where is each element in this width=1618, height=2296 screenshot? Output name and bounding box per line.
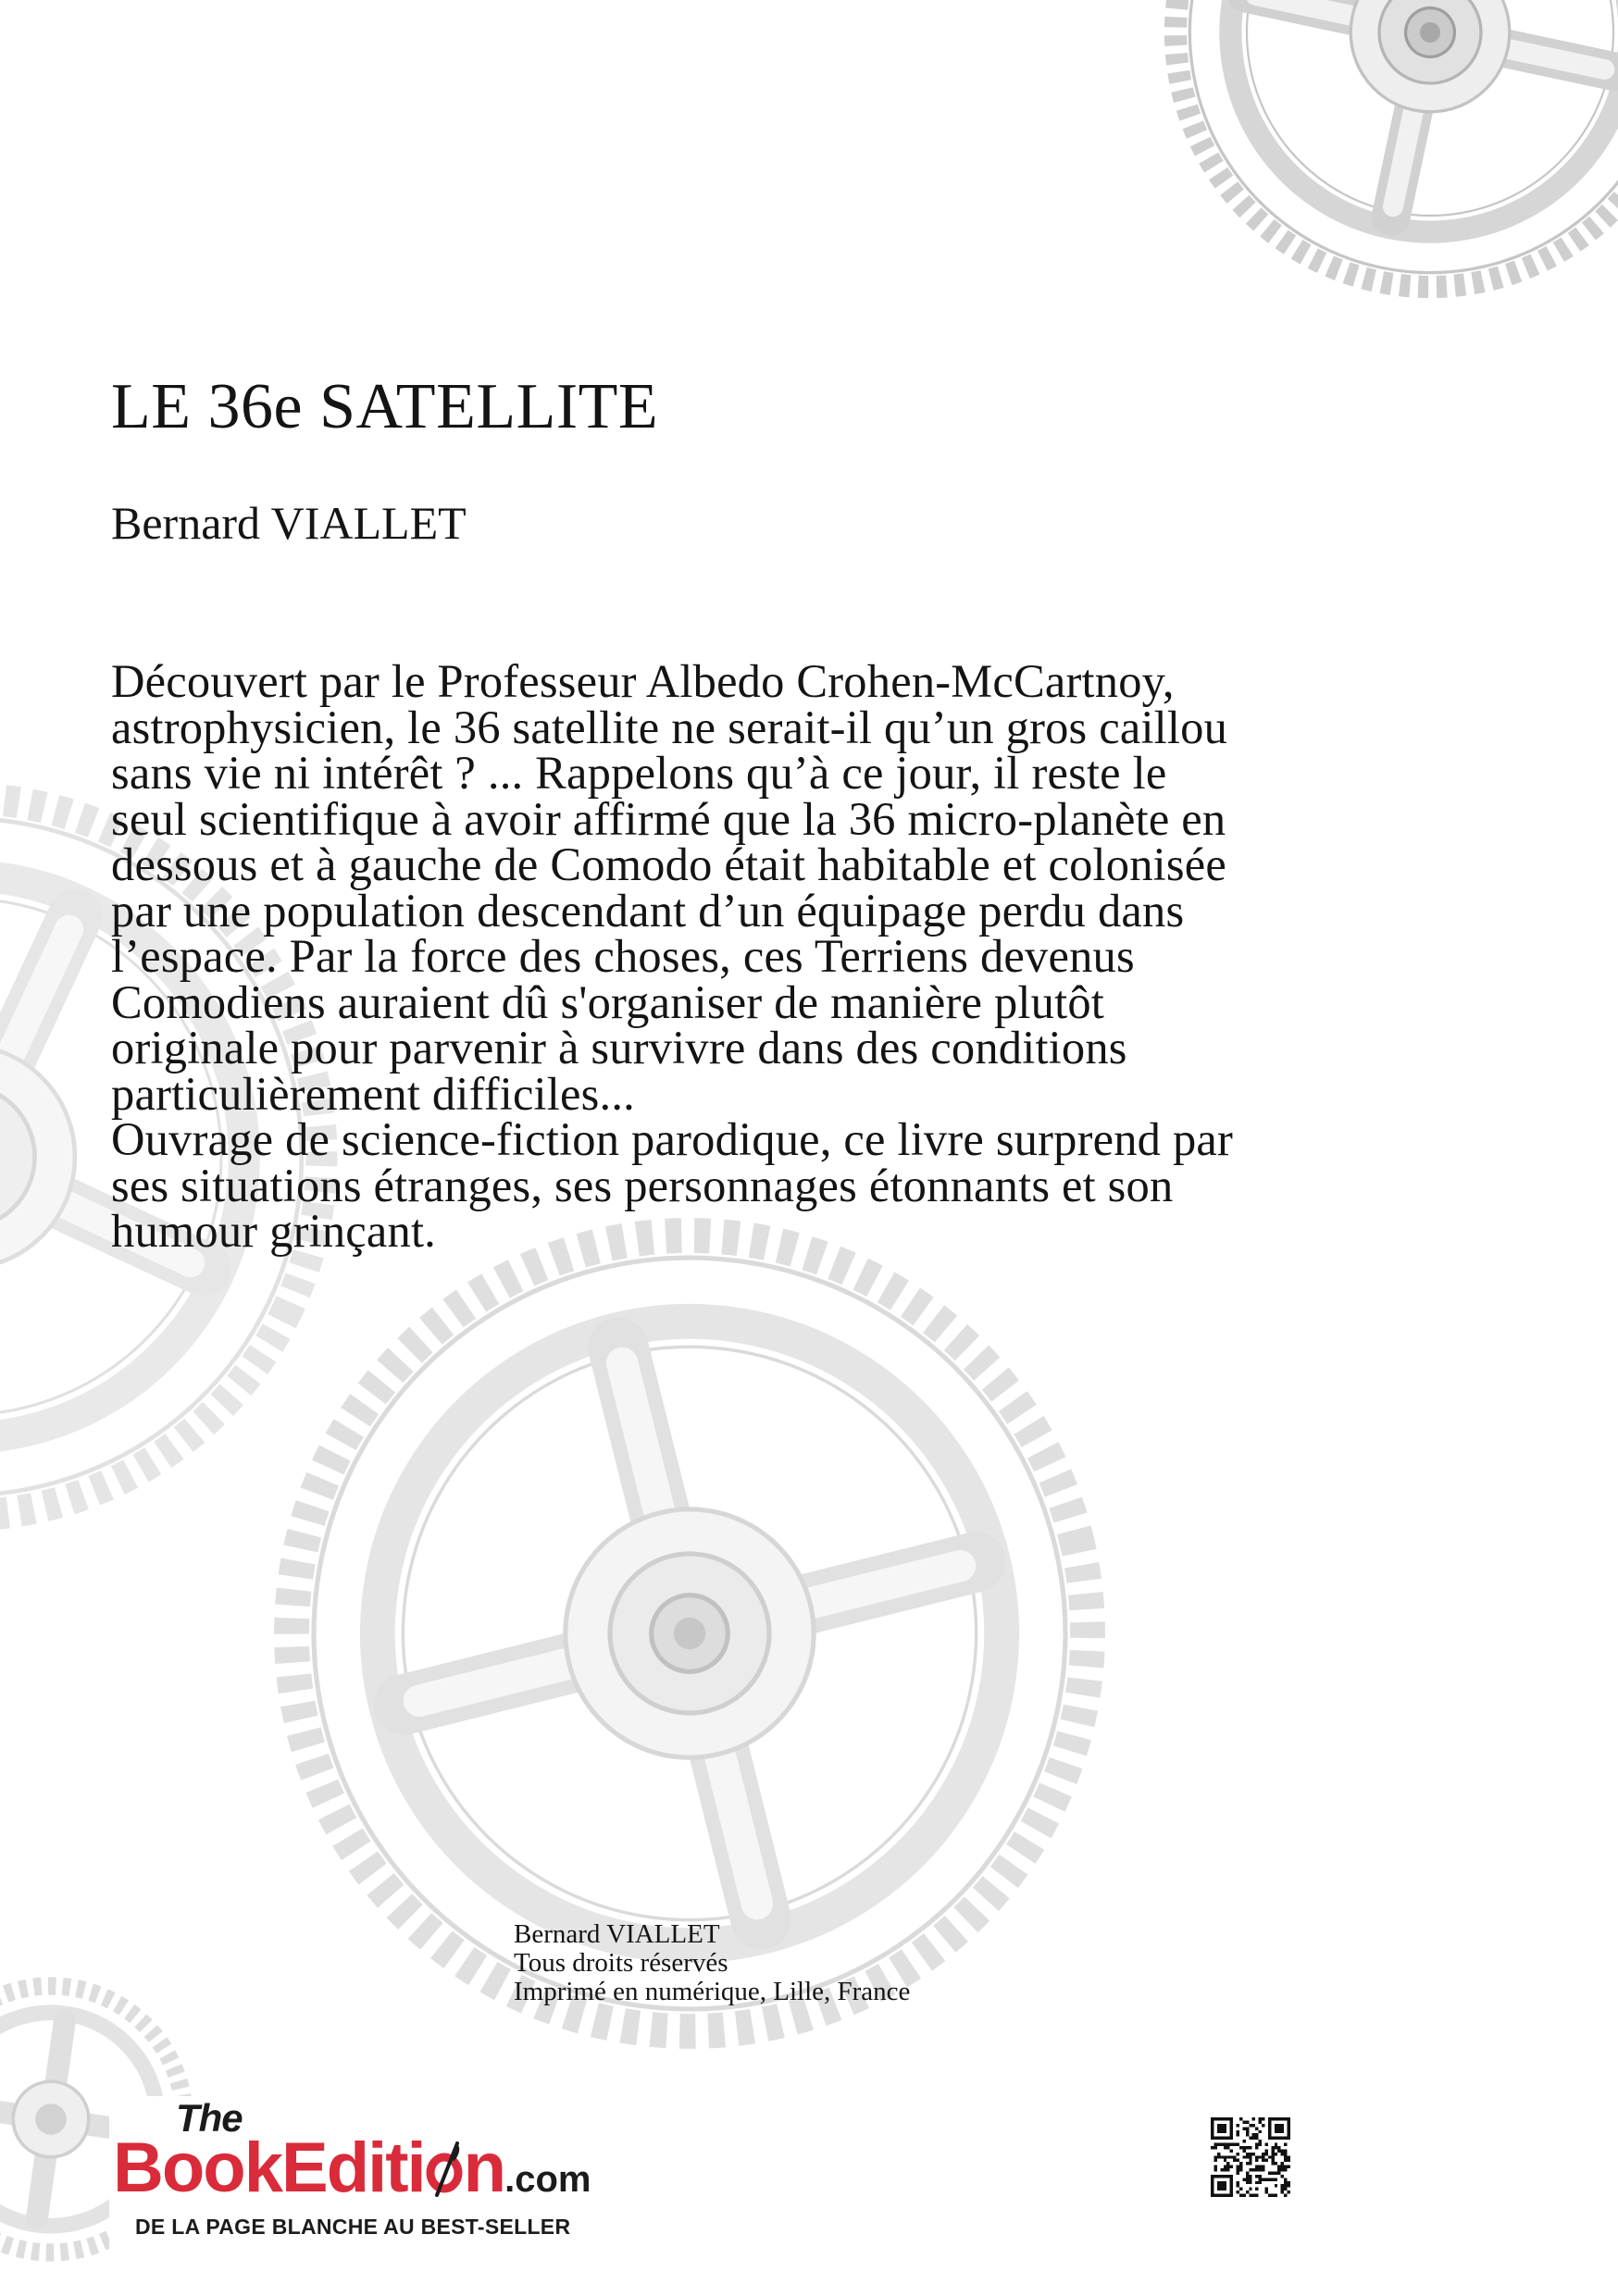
rights-reserved: Tous droits réservés [514, 1948, 728, 1978]
logo-tagline: DE LA PAGE BLANCHE AU BEST-SELLER [135, 2215, 571, 2239]
author-name: Bernard VIALLET [111, 497, 467, 549]
logo-wordmark [113, 2128, 591, 2208]
back-cover-blurb [111, 655, 1250, 1257]
logo-the: The [176, 2096, 243, 2140]
logo-dotcom: .com [504, 2159, 591, 2200]
publisher-logo [109, 2096, 665, 2253]
rights-notice [514, 1920, 910, 2006]
rights-author: Bernard VIALLET [514, 1919, 720, 1949]
logo-name-part1: BookEditi [113, 2128, 425, 2207]
book-title: LE 36e SATELLITE [111, 371, 659, 442]
qr-code-icon [1211, 2117, 1290, 2197]
blurb-paragraph: Ouvrage de science-fiction parodique, ce livre surprend par ses situations étranges, ses personnages étonnants et son humour grinçant. [111, 1113, 1234, 1257]
quill-icon [426, 2141, 463, 2197]
blurb-paragraph: Découvert par le Professeur Albedo Crohen-McCartnoy, astrophysicien, le 36 satellite ne serait-il qu’un gros caillou sans vie ni intérêt ? ... Rappelons qu’à ce jour, il reste le seul scientifique à avoir affirmé que la 36 micro-planète en dessous et à gauche de Comodo était habitable et colonisée par une population descendant d’un équipage perdu dans l’espace. Par la force des choses, ces Terriens devenus Comodiens auraient dû s'organiser de manière plutôt originale pour parvenir à survivre dans des conditions particulièrement difficiles... [111, 655, 1228, 1120]
logo-name-part2: n [463, 2128, 505, 2207]
rights-printed: Imprimé en numérique, Lille, France [514, 1977, 911, 2006]
